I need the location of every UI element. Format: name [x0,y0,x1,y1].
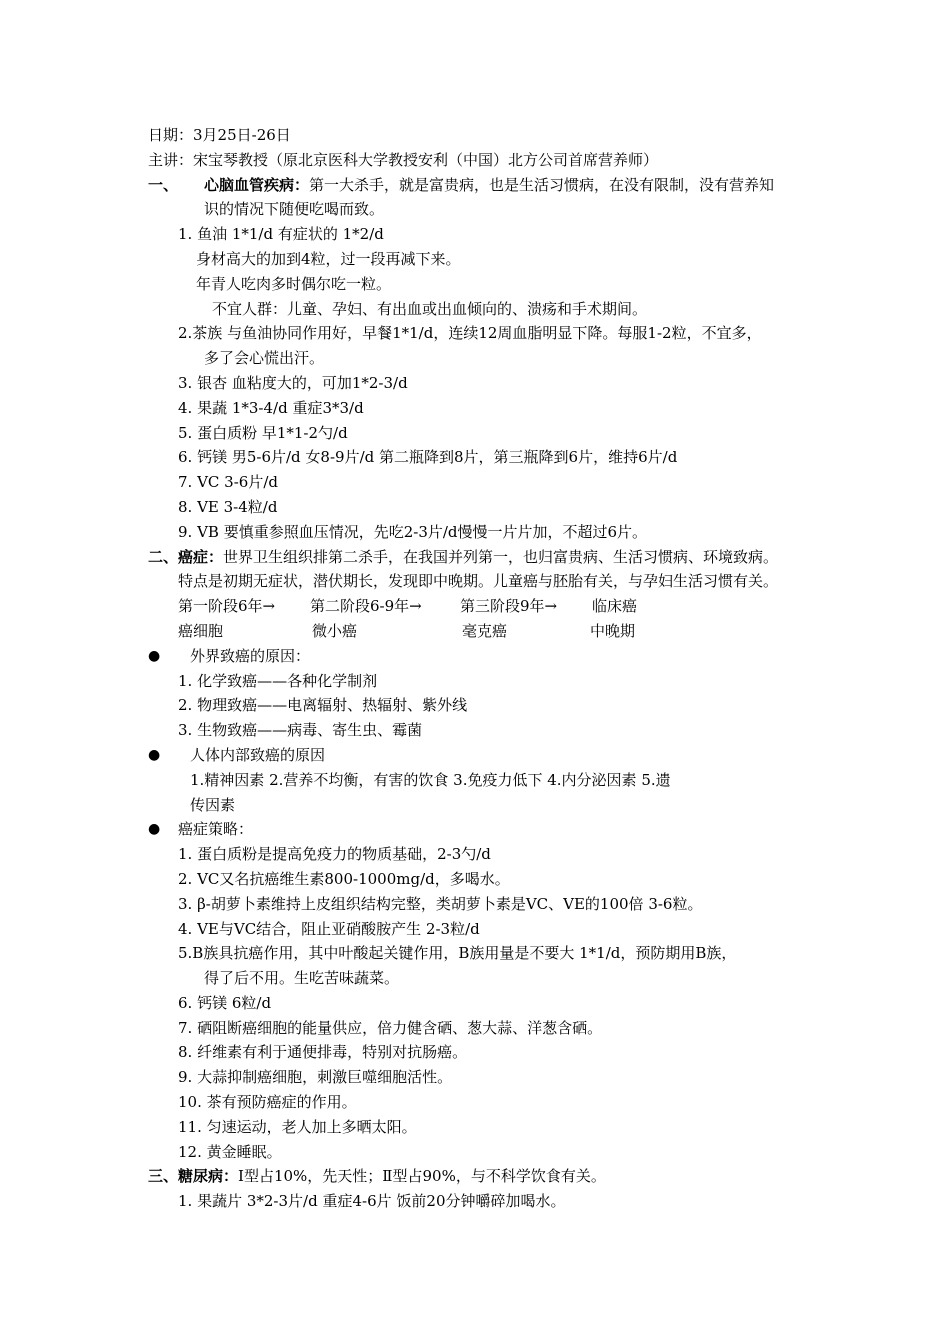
list-item: 2. 物理致癌——电离辐射、热辐射、紫外线 [178,696,468,715]
date-line: 日期：3月25日-26日 [148,126,291,144]
list-item: 4. VE与VC结合，阻止亚硝酸胺产生 2-3粒/d [178,919,480,938]
stage-name: 微小癌 [312,621,358,640]
section-1-desc-cont: 识的情况下随便吃喝而致。 [204,200,385,219]
section-3-title: 三、糖尿病： [148,1167,239,1186]
section-1-desc: 第一大杀手，就是富贵病，也是生活习惯病，在没有限制，没有营养知 [309,175,775,194]
section-2-heading [0,545,950,570]
list-item: 1.精神因素 2.营养不均衡，有害的饮食 3.免疫力低下 4.内分泌因素 5.遗 [190,770,671,789]
list-item: 8. 纤维素有利于通便排毒，特别对抗肠癌。 [178,1043,468,1062]
section-1-item: 4. 果蔬 1*3-4/d 重症3*3/d [178,398,364,417]
section-1-title: 心脑血管疾病： [204,175,310,194]
section-2-desc: 世界卫生组织排第二杀手，在我国并列第一，也归富贵病、生活习惯病、环境致病。 [223,547,779,566]
section-1-item: 7. VC 3-6片/d [178,473,278,492]
section-1-item: 2.茶族 与鱼油协同作用好，早餐1*1/d，连续12周血脂明显下降。每服1-2粒，不宜多， [178,324,762,343]
bullet-title: 癌症策略： [178,820,254,839]
list-item: 3. 生物致癌——病毒、寄生虫、霉菌 [178,721,423,740]
stage-label: 临床癌 [592,597,638,616]
bullet-internal-causes [0,743,950,768]
stage-label: 第一阶段6年→ [178,597,276,616]
document-page [0,123,950,1214]
stage-name: 癌细胞 [178,621,224,640]
section-1-item: 9. VB 要慎重参照血压情况，先吃2-3片/d慢慢一片片加，不超过6片。 [178,522,648,541]
bullet-cancer-strategy [0,817,950,842]
bullet-icon: ● [148,821,161,838]
list-item: 3. β-胡萝卜素维持上皮组织结构完整，类胡萝卜素是VC、VE的100倍 3-6粒。 [178,894,703,913]
list-item: 12. 黄金睡眠。 [178,1142,282,1161]
section-1-item: 8. VE 3-4粒/d [178,497,278,516]
list-item: 传因素 [190,795,236,814]
section-1-item: 5. 蛋白质粉 早1*1-2勺/d [178,423,348,442]
stage-label: 第二阶段6-9年→ [310,597,422,616]
section-1-number: 一、 [148,175,179,194]
section-3-heading [0,1164,950,1189]
section-3-desc: Ⅰ型占10%，先天性；Ⅱ型占90%，与不科学饮食有关。 [238,1167,606,1186]
list-item: 1. 化学致癌——各种化学制剂 [178,671,378,690]
bullet-title: 人体内部致癌的原因 [190,745,326,764]
list-item: 得了后不用。生吃苦味蔬菜。 [204,969,400,988]
list-item: 6. 钙镁 6粒/d [178,993,272,1012]
list-item: 11. 匀速运动，老人加上多晒太阳。 [178,1117,417,1136]
section-2-desc-cont: 特点是初期无症状，潜伏期长，发现即中晚期。儿童癌与胚胎有关，与孕妇生活习惯有关。 [178,572,779,591]
stage-name: 毫克癌 [462,621,508,640]
bullet-icon: ● [148,647,161,664]
section-1-item: 年青人吃肉多时偶尔吃一粒。 [196,274,392,293]
section-1-item: 身材高大的加到4粒，过一段再减下来。 [196,249,461,268]
stage-label: 第三阶段9年→ [460,597,558,616]
stage-name: 中晚期 [590,621,636,640]
bullet-title: 外界致癌的原因： [190,646,311,665]
section-2-title: 二、癌症： [148,547,224,566]
speaker-line: 主讲：宋宝琴教授（原北京医科大学教授安利（中国）北方公司首席营养师） [148,150,659,169]
list-item: 5.B族具抗癌作用，其中叶酸起关键作用，B族用量是不要大 1*1/d，预防期用B族， [178,944,737,963]
bullet-icon: ● [148,746,161,763]
stage-name-row [0,619,950,644]
section-1-item: 6. 钙镁 男5-6片/d 女8-9片/d 第二瓶降到8片，第三瓶降到6片，维持6片/d [178,448,678,467]
section-3-item: 1. 果蔬片 3*2-3片/d 重症4-6片 饭前20分钟嚼碎加喝水。 [178,1192,566,1211]
list-item: 2. VC又名抗癌维生素800-1000mg/d，多喝水。 [178,869,510,888]
stage-row [0,594,950,619]
list-item: 7. 硒阻断癌细胞的能量供应，倍力健含硒、葱大蒜、洋葱含硒。 [178,1018,603,1037]
section-1-item: 不宜人群：儿童、孕妇、有出血或出血倾向的、溃疡和手术期间。 [212,299,648,318]
list-item: 9. 大蒜抑制癌细胞，刺激巨噬细胞活性。 [178,1068,453,1087]
list-item: 1. 蛋白质粉是提高免疫力的物质基础，2-3勺/d [178,845,491,864]
section-1-item: 3. 银杏 血粘度大的，可加1*2-3/d [178,373,408,392]
section-1-item: 1. 鱼油 1*1/d 有症状的 1*2/d [178,225,384,244]
bullet-external-causes [0,644,950,669]
section-1-item: 多了会心慌出汗。 [204,349,325,368]
section-1-heading [0,173,950,198]
list-item: 10. 茶有预防癌症的作用。 [178,1093,357,1112]
